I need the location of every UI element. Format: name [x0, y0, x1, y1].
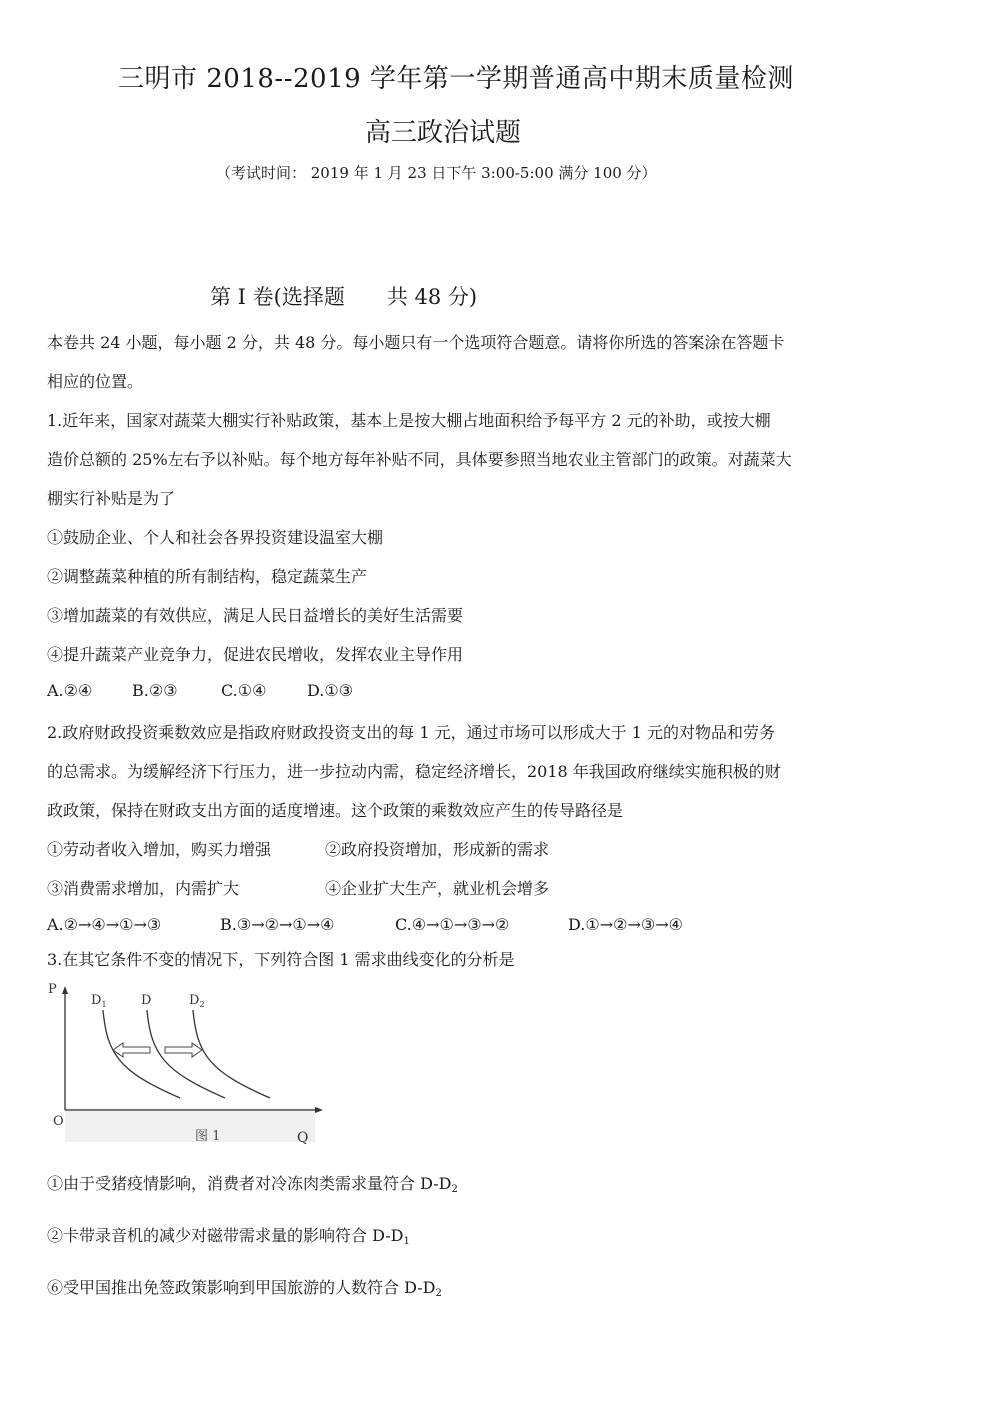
q1-option-c: C.①④	[221, 681, 267, 700]
curve-d1	[103, 1010, 180, 1098]
q2-option-c: C.④→①→③→②	[395, 915, 510, 934]
demand-curve-figure	[45, 980, 330, 1150]
q2-item: ①劳动者收入增加，购买力增强	[47, 840, 272, 859]
q1-item: ①鼓励企业、个人和社会各界投资建设温室大棚	[47, 528, 384, 547]
origin-label: O	[53, 1114, 64, 1129]
q1-item: ②调整蔬菜种植的所有制结构，稳定蔬菜生产	[47, 567, 368, 586]
q1-option-b: B.②③	[132, 681, 178, 700]
q1-option-a: A.②④	[47, 681, 93, 700]
curve-d2	[193, 1010, 270, 1098]
figure-caption: 图 1	[195, 1129, 221, 1144]
exam-subtitle: 高三政治试题	[365, 118, 522, 148]
section-title-part-a: 第 I 卷(选择题	[210, 285, 345, 309]
instructions-line: 本卷共 24 小题，每小题 2 分，共 48 分。每小题只有一个选项符合题意。请将你所选的答案涂在答题卡	[47, 333, 785, 352]
curve-label-d1: $D_1$	[91, 993, 107, 1009]
q2-stem-line: 政政策，保持在财政支出方面的适度增速。这个政策的乘数效应产生的传导路径是	[47, 801, 624, 820]
exam-time: （考试时间： 2019 年 1 月 23 日下午 3:00-5:00 满分 100 分）	[216, 164, 657, 182]
q2-option-b: B.③→②→①→④	[220, 915, 335, 934]
q2-stem-line: 的总需求。为缓解经济下行压力，进一步拉动内需，稳定经济增长，2018 年我国政府继续实施积极的财	[47, 762, 781, 781]
x-axis-arrow-icon	[315, 1107, 323, 1113]
q1-item: ③增加蔬菜的有效供应，满足人民日益增长的美好生活需要	[47, 606, 464, 625]
q2-option-d: D.①→②→③→④	[568, 915, 683, 934]
section-title	[210, 281, 477, 311]
q2-item: ③消费需求增加，内需扩大	[47, 879, 240, 898]
exam-title: 三明市 2018--2019 学年第一学期普通高中期末质量检测	[118, 64, 794, 94]
q3-item: ②卡带录音机的减少对磁带需求量的影响符合 $D-D_1$	[47, 1226, 410, 1247]
instructions-line: 相应的位置。	[47, 372, 144, 391]
q1-option-d: D.①③	[307, 681, 354, 700]
curve-d	[147, 1010, 225, 1098]
q3-item: ⑥受甲国推出免签政策影响到甲国旅游的人数符合 $D-D_2$	[47, 1278, 442, 1299]
q2-option-a: A.②→④→①→③	[47, 915, 162, 934]
q2-items-row	[47, 876, 549, 899]
q2-item: ②政府投资增加，形成新的需求	[325, 840, 550, 859]
shift-right-arrow-icon	[165, 1043, 202, 1057]
q1-stem-line: 棚实行补贴是为了	[47, 489, 176, 508]
q2-stem-line: 2.政府财政投资乘数效应是指政府财政投资支出的每 1 元，通过市场可以形成大于 1 元的对物品和劳务	[47, 723, 775, 742]
q1-item: ④提升蔬菜产业竞争力，促进农民增收，发挥农业主导作用	[47, 645, 464, 664]
q2-item: ④企业扩大生产，就业机会增多	[325, 879, 550, 898]
x-axis-label: Q	[297, 1130, 309, 1146]
y-axis-label: P	[48, 982, 57, 997]
q2-items-row	[47, 837, 549, 860]
curve-label-d2: $D_2$	[189, 993, 205, 1009]
q1-stem-line: 1.近年来，国家对蔬菜大棚实行补贴政策，基本上是按大棚占地面积给予每平方 2 元的补助，或按大棚	[47, 411, 771, 430]
q1-options	[47, 681, 353, 700]
q2-options	[47, 915, 683, 934]
q1-stem-line: 造价总额的 25%左右予以补贴。每个地方每年补贴不同，具体要参照当地农业主管部门的政策。对蔬菜大	[47, 450, 792, 469]
q3-item: ①由于受猪疫情影响，消费者对冷冻肉类需求量符合 $D-D_2$	[47, 1174, 458, 1195]
section-title-part-b: 共 48 分)	[386, 285, 478, 309]
y-axis-arrow-icon	[62, 986, 68, 994]
q3-stem: 3.在其它条件不变的情况下，下列符合图 1 需求曲线变化的分析是	[47, 950, 515, 969]
curve-label-d: D	[141, 993, 152, 1008]
shift-left-arrow-icon	[113, 1043, 150, 1057]
